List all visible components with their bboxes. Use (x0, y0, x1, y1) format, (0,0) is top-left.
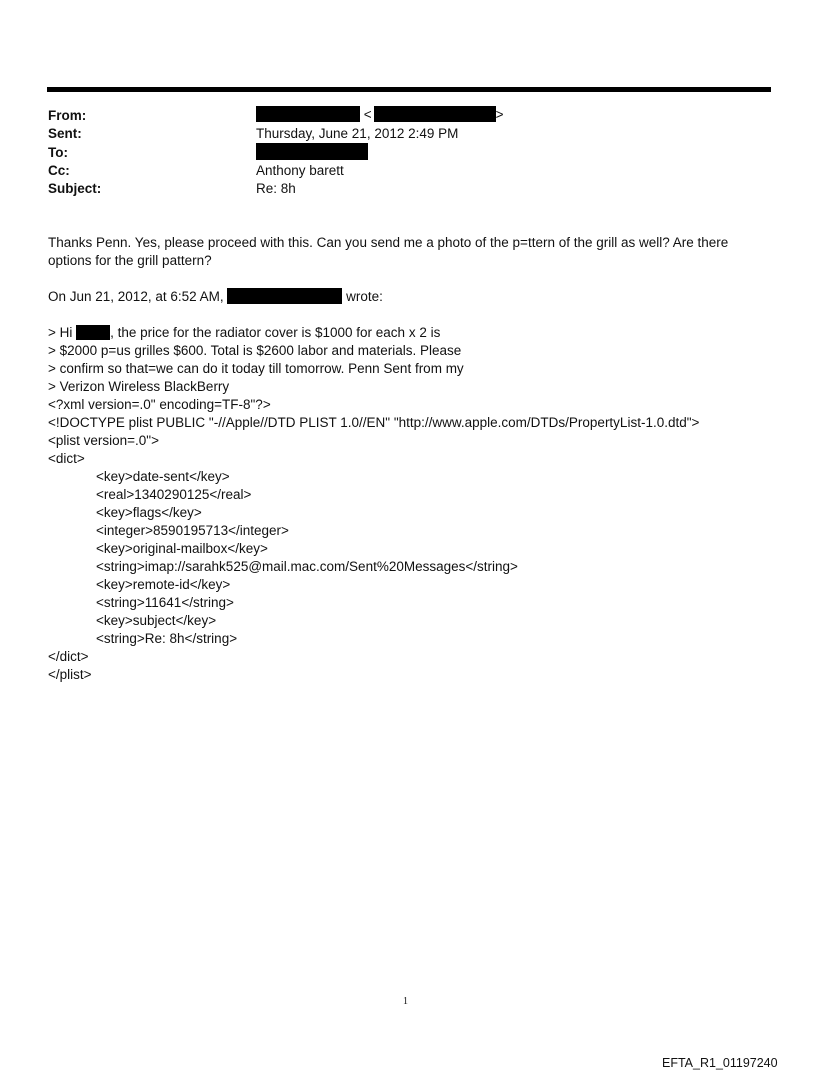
closing-line: </plist> (48, 667, 92, 682)
xml-line: <?xml version=.0" encoding=TF-8"?> (48, 397, 271, 412)
cc-value: Anthony barett (256, 163, 344, 178)
dict-line: <string>imap://sarahk525@mail.mac.com/Sent%20Messages</string> (96, 559, 518, 574)
cc-label: Cc: (48, 163, 70, 178)
sent-label: Sent: (48, 126, 82, 141)
dict-line: <string>11641</string> (96, 595, 234, 610)
xml-line: <!DOCTYPE plist PUBLIC "-//Apple//DTD PLIST 1.0//EN" "http://www.apple.com/DTDs/PropertyList-1.0.dtd"> (48, 415, 700, 430)
to-value (256, 143, 368, 162)
body-line: Thanks Penn. Yes, please proceed with this. Can you send me a photo of the p=ttern of the grill as well? Are there (48, 235, 729, 250)
quote-intro-suffix: wrote: (346, 289, 383, 304)
sent-value: Thursday, June 21, 2012 2:49 PM (256, 126, 459, 141)
redaction-box (374, 106, 496, 122)
redaction-box (227, 288, 342, 304)
quote-line: > $2000 p=us grilles $600. Total is $2600 labor and materials. Please (48, 343, 462, 358)
document-id: EFTA_R1_01197240 (662, 1056, 778, 1070)
from-gt: > (495, 107, 504, 122)
dict-line: <key>original-mailbox</key> (96, 541, 268, 556)
redaction-box (256, 143, 368, 160)
dict-line: <string>Re: 8h</string> (96, 631, 238, 646)
dict-line: <key>subject</key> (96, 613, 217, 628)
redaction-box (76, 325, 110, 340)
quote-line: > confirm so that=we can do it today till tomorrow. Penn Sent from my (48, 361, 464, 376)
xml-line: <dict> (48, 451, 85, 466)
dict-line: <key>flags</key> (96, 505, 202, 520)
from-value (256, 106, 504, 124)
from-label: From: (48, 108, 87, 123)
quote-line (48, 324, 440, 342)
subject-value: Re: 8h (256, 181, 296, 196)
dict-line: <integer>8590195713</integer> (96, 523, 289, 538)
dict-line: <key>remote-id</key> (96, 577, 231, 592)
subject-label: Subject: (48, 181, 102, 196)
dict-line: <key>date-sent</key> (96, 469, 230, 484)
page-number: 1 (403, 996, 408, 1007)
dict-line: <real>1340290125</real> (96, 487, 252, 502)
from-lt: < (363, 107, 372, 122)
quote-intro (48, 288, 383, 306)
header-rule (47, 87, 771, 92)
to-label: To: (48, 145, 68, 160)
xml-line: <plist version=.0"> (48, 433, 159, 448)
redaction-box (256, 106, 360, 122)
closing-line: </dict> (48, 649, 89, 664)
body-line: options for the grill pattern? (48, 253, 212, 268)
quote-line: > Verizon Wireless BlackBerry (48, 379, 230, 394)
quote-hi-prefix: > Hi (48, 325, 73, 340)
quote-hi-suffix: , the price for the radiator cover is $1000 for each x 2 is (110, 325, 441, 340)
quote-intro-prefix: On Jun 21, 2012, at 6:52 AM, (48, 289, 224, 304)
